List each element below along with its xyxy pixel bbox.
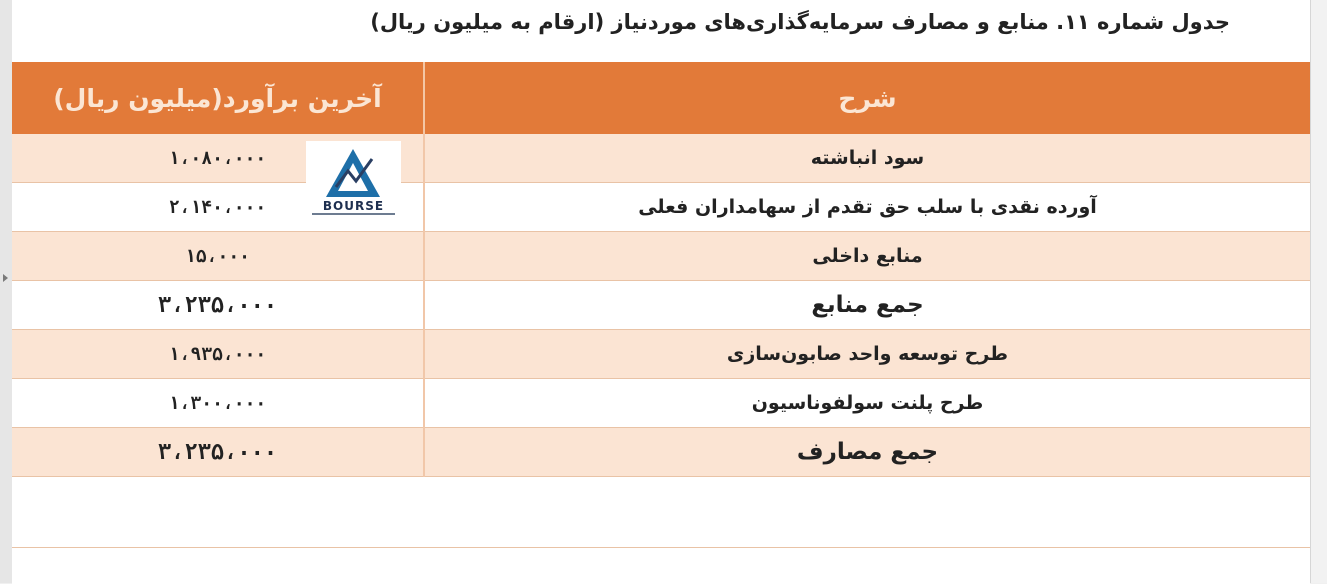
- table-header-row: [12, 62, 1310, 134]
- logo-mark-icon: [306, 141, 401, 201]
- row-description: سود انباشته: [424, 134, 1310, 183]
- table-row: [12, 330, 1310, 379]
- table-row: [12, 183, 1310, 232]
- table-row-total: [12, 428, 1310, 477]
- row-value: ۱۵،۰۰۰: [12, 232, 424, 281]
- row-value: ۲،۱۴۰،۰۰۰: [12, 183, 424, 232]
- row-value: ۱،۹۳۵،۰۰۰: [12, 330, 424, 379]
- row-value: ۱،۳۰۰،۰۰۰: [12, 379, 424, 428]
- logo-subtitle-line: [312, 213, 395, 215]
- bourse-logo: [306, 141, 401, 221]
- logo-text: BOURSE: [322, 199, 385, 213]
- row-value: ۳،۲۳۵،۰۰۰: [12, 428, 424, 477]
- row-description: آورده نقدی با سلب حق تقدم از سهامداران فعلی: [424, 183, 1310, 232]
- row-description: منابع داخلی: [424, 232, 1310, 281]
- expand-arrow-icon[interactable]: [3, 274, 8, 282]
- row-description: طرح توسعه واحد صابون‌سازی: [424, 330, 1310, 379]
- sources-uses-table: [12, 62, 1310, 477]
- table-caption: جدول شماره ۱۱. منابع و مصارف سرمایه‌گذاری‌های موردنیاز (ارقام به میلیون ریال): [370, 10, 1230, 34]
- table-row: [12, 134, 1310, 183]
- row-value: ۱،۰۸۰،۰۰۰: [12, 134, 424, 183]
- table-row-total: [12, 281, 1310, 330]
- table-continuation: [12, 547, 1310, 584]
- table-row: [12, 379, 1310, 428]
- left-gutter: [0, 0, 12, 583]
- header-value: آخرین برآورد(میلیون ریال): [12, 62, 424, 134]
- right-margin: [1311, 0, 1327, 583]
- row-description: جمع مصارف: [424, 428, 1310, 477]
- header-description: شرح: [424, 62, 1310, 134]
- document-page: [12, 0, 1311, 583]
- row-description: طرح پلنت سولفوناسیون: [424, 379, 1310, 428]
- row-description: جمع منابع: [424, 281, 1310, 330]
- row-value: ۳،۲۳۵،۰۰۰: [12, 281, 424, 330]
- table-row: [12, 232, 1310, 281]
